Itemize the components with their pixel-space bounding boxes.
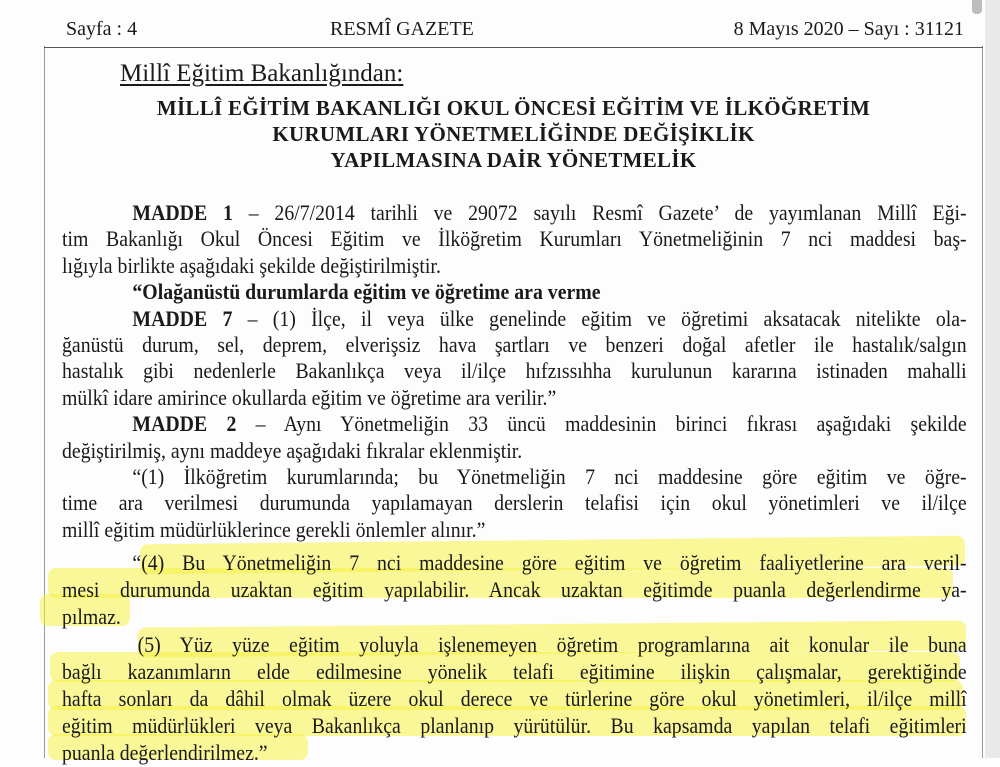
regulation-title-line: YAPILMASINA DAİR YÖNETMELİK [330, 148, 697, 172]
text-line: ğanüstü durum, sel, deprem, elverişsiz hava şartları ve benzeri doğal afetler ile hastalık/salgın [62, 331, 967, 357]
article-label: MADDE 7 [132, 305, 233, 331]
regulation-body [62, 200, 967, 767]
text-line: – Aynı Yönetmeliğin 33 üncü maddesinin birinci fıkrası aşağıdaki şekilde [236, 411, 967, 437]
page-edge [985, 0, 1000, 758]
article-label: MADDE 2 [132, 411, 237, 437]
regulation-title-line: KURUMLARI YÖNETMELİĞİNDE DEĞİŞİKLİK [272, 122, 755, 146]
text-line: tim Bakanlığı Okul Öncesi Eğitim ve İlköğretim Kurumları Yönetmeliğinin 7 nci maddesi baş- [62, 226, 967, 252]
page-number: Sayfa : 4 [66, 18, 138, 40]
text-line: – (1) İlçe, il veya ülke genelinde eğitim ve öğretimi aksatacak nitelikte ola- [232, 305, 967, 331]
text-line: değiştirilmiş, aynı maddeye aşağıdaki fıkralar eklenmiştir. [62, 437, 523, 463]
article-1 [62, 200, 967, 226]
text-line: millî eğitim müdürlüklerince gerekli önlemler alınır.” [62, 516, 486, 542]
text-line: – 26/7/2014 tarihli ve 29072 sayılı Resmî Gazete’ de yayımlanan Millî Eği- [232, 200, 967, 225]
article-7 [62, 306, 967, 332]
issue-date: 8 Mayıs 2020 – Sayı : 31121 [733, 18, 964, 40]
text-line: “(1) İlköğretim kurumlarında; bu Yönetmeliğin 7 nci maddesine göre eğitim ve öğre- [132, 463, 967, 489]
regulation-title-line: MİLLÎ EĞİTİM BAKANLIĞI OKUL ÖNCESİ EĞİTİM VE İLKÖĞRETİM [156, 96, 871, 120]
scroll-indicator [972, 0, 982, 14]
highlighted-text-line: eğitim müdürlükleri veya Bakanlıkça planlanıp yürütülür. Bu kapsamda yapılan telafi eğitimleri [62, 713, 967, 739]
publication-name: RESMÎ GAZETE [330, 18, 474, 40]
text-line: mülkî idare amirince okullarda eğitim ve öğretime ara verilir.” [62, 384, 557, 410]
highlighted-text-line: (5) Yüz yüze eğitim yoluyla işlenemeyen öğretim programlarına ait konular ile buna [137, 631, 967, 657]
quoted-heading-text: “Olağanüstü durumlarda eğitim ve öğretime ara verme [132, 279, 601, 305]
highlighted-text-line: bağlı kazanımların elde edilmesine yönelik telafi eğitimine ilişkin çalışmalar, gerektiğinde [62, 658, 967, 684]
highlighted-text-line: pılmaz. [62, 604, 121, 630]
text-line: time ara verilmesi durumunda yapılamayan derslerin telafisi için okul yönetimleri ve il/ilçe [62, 490, 967, 516]
highlighted-text-line: puanla değerlendirilmez.” [62, 740, 268, 766]
ministry-heading: Millî Eğitim Bakanlığından: [120, 60, 404, 87]
text-line: lığıyla birlikte aşağıdaki şekilde değiştirilmiştir. [62, 252, 441, 278]
text-line: hastalık gibi nedenlerle Bakanlıkça veya il/ilçe hıfzıssıhha kurulunun kararına istinaden mahalli [62, 358, 967, 384]
header-divider [44, 47, 983, 48]
highlighted-text-line: mesi durumunda uzaktan eğitim yapılabilir. Ancak uzaktan eğitimde puanla değerlendirme ya- [62, 577, 967, 603]
highlighted-text-line: “(4) Bu Yönetmeliğin 7 nci maddesine göre eğitim ve öğretim faaliyetlerine ara veril- [132, 550, 967, 576]
highlighted-text-line: hafta sonları da dâhil olmak üzere okul derece ve türlerine göre okul yönetimleri, il/ilçe millî [62, 686, 967, 712]
article-label: MADDE 1 [132, 200, 233, 225]
quoted-heading [62, 279, 967, 305]
article-2 [62, 411, 967, 437]
